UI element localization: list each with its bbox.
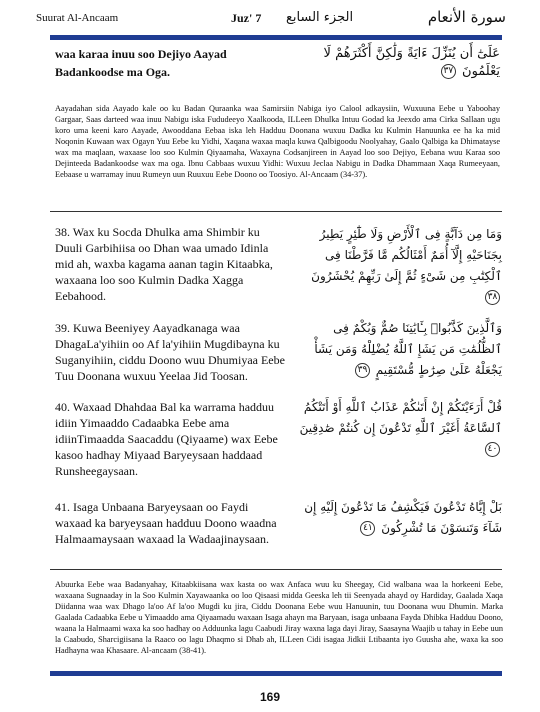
juz-arabic: الجزء السابع [286, 10, 354, 25]
verse-38-arabic [290, 224, 502, 308]
verse-continuation-arabic [285, 45, 500, 81]
verse-number-marker: ٣٧ [441, 64, 456, 79]
bottom-rule [50, 671, 502, 676]
commentary-bottom: Abuurka Eebe waa Badanyahay, Kitaabkiisana wax kasta oo wax Anfaca wuu ku Sheegay, Cid walbana waa la horkeeni Eebe, waxaana Sugnaaday in la Soo Kulmin Xayawaanka oo loo Qisaasi midda Geeska leh tii Seenyada ahayd oy Hardiday, Gaalada Xaqa Diidanna waa wax Dhago la'oo Af la'oo Mugdi ku jira, Ciddu Doonana Eebe wuu Hanuunin, tuu Doonana wuu Dhumin. Marka Gaalada Cadaabka Eebe u Yimaaddo ama Qiyaamadu waxaan Isaga ahayn ma Baryaan, isaga unbaana Fayda Dhibka Hadduu Doono, waana la Halmaami waxa ka soo hadhay oo Adduunka lagu Caabudi Jiray waxna laga dayi Jiray, Saasayna Waajib u tahay in Eebe uun la Caabudo, Sharcigiisana la Raaco oo lagu Dhaqmo si Dhab ah, ILLeen Cidi isagaa Jidkii Ltibaanta iyo Guusha ahe, waxa ka soo Hadhayna waa Khasaare. Al-ancaam (38-41). [55, 580, 503, 655]
verse-40-translation: 40. Waxaad Dhahdaa Bal ka warrama hadduu idiin Yimaaddo Cadaabka Eebe ama idiinTimaadda Saacaddu (Qiyaame) wax Eebe kasoo hadhay Miyaad Baryeysaan haddaad Runsheegaysaan. [55, 400, 278, 478]
arabic-text: قُلْ أَرَءَيْتَكُمْ إِنْ أَتَىٰكُمْ عَذَابُ ٱللَّهِ أَوْ أَتَتْكُمُ ٱلسَّاعَةُ أَغَيْرَ ٱللَّهِ تَدْعُونَ إِن كُنتُمْ صَٰدِقِينَ [299, 400, 502, 435]
verse-41-arabic [290, 497, 502, 539]
arabic-text: عَلَىٰٓ أَن يُنَزِّلَ ءَايَةً وَلَٰكِنَّ أَكْثَرَهُمْ لَا يَعْلَمُونَ [323, 46, 500, 79]
arabic-text: وَمَا مِن دَآبَّةٍ فِى ٱلْأَرْضِ وَلَا طَٰٓئِرٍ يَطِيرُ بِجَنَاحَيْهِ إِلَّآ أُمَمٌ أَمْثَالُكُم مَّا فَرَّطْنَا فِى ٱلْكِتَٰبِ مِن شَىْءٍ ثُمَّ إِلَىٰ رَبِّهِمْ يُحْشَرُونَ [311, 227, 502, 283]
arabic-text: بَلْ إِيَّاهُ تَدْعُونَ فَيَكْشِفُ مَا تَدْعُونَ إِلَيْهِ إِن شَآءَ وَتَنسَوْنَ مَا تُشْرِكُونَ [304, 500, 502, 535]
verse-number-marker: ٤٠ [485, 442, 500, 457]
divider [50, 211, 502, 212]
surah-title-arabic: سورة الأنعام [427, 8, 506, 26]
verse-number-marker: ٣٨ [485, 290, 500, 305]
verse-continuation: waa karaa inuu soo Dejiyo Aayad Badankoodse ma Oga. [55, 47, 227, 79]
verse-38-translation: 38. Wax ku Socda Dhulka ama Shimbir ku Duuli Garbihiisa oo Dhan waa umado Idinla mid ah, waxba kagama aanan tagin Kitaabka, waxaana loo soo Kulmin Dadka Xagga Eebahood. [55, 225, 273, 303]
verse-40-arabic [290, 397, 502, 460]
divider [50, 569, 502, 570]
page-number: 169 [259, 690, 281, 704]
juz-label: Juz' 7 [231, 11, 262, 25]
verse-number-marker: ٤١ [360, 521, 375, 536]
verse-number-marker: ٣٩ [355, 363, 370, 378]
arabic-text: وَٱلَّذِينَ كَذَّبُوا۟ بِـَٔايَٰتِنَا صُمٌّ وَبُكْمٌ فِى ٱلظُّلُمَٰتِ مَن يَشَإِ ٱللَّهُ يُضْلِلْهُ وَمَن يَشَأْ يَجْعَلْهُ عَلَىٰ صِرَٰطٍ مُّسْتَقِيمٍ [314, 321, 502, 377]
top-rule [50, 35, 502, 40]
verse-41-translation: 41. Isaga Unbaana Baryeysaan oo Faydi waxaad ka baryeysaan hadduu Doono waadna Halmaamaysaan waxaad la Wadaajinaysaan. [55, 500, 277, 546]
page-header [36, 8, 506, 30]
commentary-top: Aayadahan sida Aayado kale oo ku Badan Quraanka waa Samirsiin Nabiga iyo Calool adkaysiin, Wuxuuna Eebe u Yaboohay Gargaar, Saas darteed waa inuu Nabigu iska Fududeeyo Xaalkooda, ILLeen Dhulka Intuu Godad ka Jeexdo ama Cirka Sallaan ugu koro uma keeni karo Aayade, Awooddana Eebaa iska leh Hadduu Doonana wuxuu Dadka ku Kulmin Hanuunka ee ha ka mid Noqonin Kuwaan wax Ogayn Yuu Eebe ku Yidhi, Xaqana waxaa maqla kuwa Qalbigoodu Noolyahay, Gaalo Qalbiga ka Dhimatayse wax ma maqlaan, waxaase loo soo Kulmin Qiyaamaha, Waxayna Codsanjireen in Aayad loo soo Dejiyo, Eebana wuu Karaa soo Dejinteeda Badankoodse wax ma oga. Ibnu Cabbaas wuxuu Yidhi: Wuxuu Jeclaa Nabigu in Dadka Dhammaan Xaqa Rumeeyaan, Eebaase u warramay inuu Rumeyn uun Ruuxuu Eebe Doono oo Toosiyo. Al-Ancaam (34-37). [55, 104, 500, 179]
verse-39-translation: 39. Kuwa Beeniyey Aayadkanaga waa DhagaLa'yihiin oo Af la'yihiin Mugdibayna ku Suganyihiin, ciddu Doono wuu Dhumiyaa Eebe Tuu Doonana wuxuu Yeelaa Jid Toosan. [55, 321, 285, 383]
surah-title: Suurat Al-Ancaam [36, 12, 119, 24]
verse-39-arabic [290, 318, 502, 381]
